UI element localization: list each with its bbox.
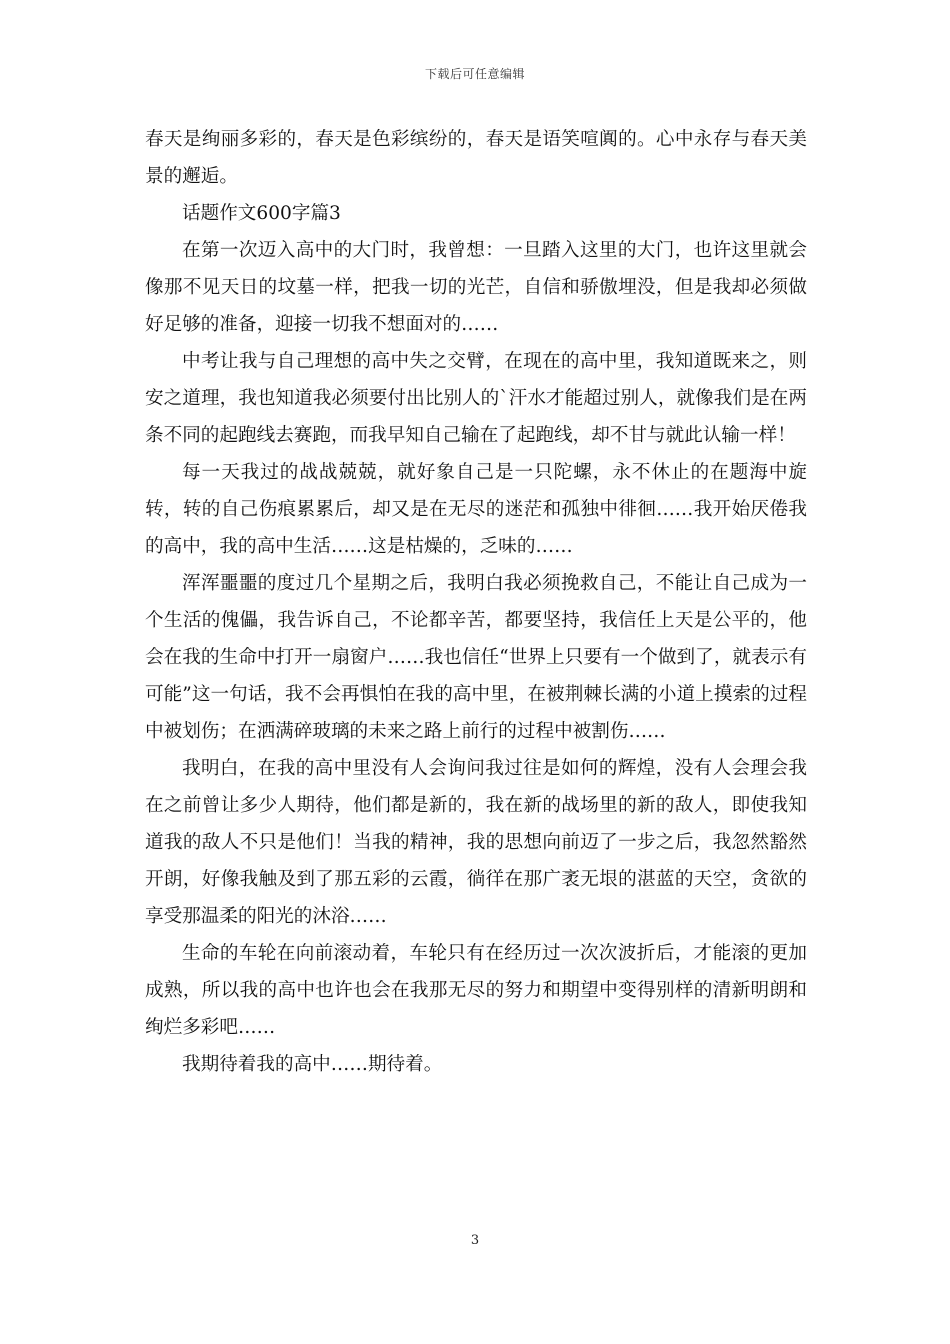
- paragraph-every-day: 每一天我过的战战兢兢，就好象自己是一只陀螺，永不休止的在题海中旋转，转的自己伤痕累累后，却又是在无尽的迷茫和孤独中徘徊……我开始厌倦我的高中，我的高中生活……这是枯燥的，乏味的……: [145, 462, 807, 557]
- paragraph-weeks-later: 浑浑噩噩的度过几个星期之后，我明白我必须挽救自己，不能让自己成为一个生活的傀儡，我告诉自己，不论都辛苦，都要坚持，我信任上天是公平的，他会在我的生命中打开一扇窗户……我也信任“世界上只要有一个做到了，就表示有可能”这一句话，我不会再惧怕在我的高中里，在被荆棘长满的小道上摸索的过程中被划伤；在洒满碎玻璃的未来之路上前行的过程中被割伤……: [145, 573, 807, 742]
- essay-title: 话题作文600字篇3: [182, 203, 341, 224]
- paragraph-first-day: 在第一次迈入高中的大门时，我曾想：一旦踏入这里的大门，也许这里就会像那不见天日的坟墓一样，把我一切的光芒，自信和骄傲埋没，但是我却必须做好足够的准备，迎接一切我不想面对的……: [145, 240, 807, 335]
- document-body: [145, 121, 807, 1083]
- paragraph-spring: 春天是绚丽多彩的，春天是色彩缤纷的，春天是语笑喧阗的。心中永存与春天美景的邂逅。: [145, 129, 807, 187]
- paragraph-understand: 我明白，在我的高中里没有人会询问我过往是如何的辉煌，没有人会理会我在之前曾让多少人期待，他们都是新的，我在新的战场里的新的敌人，即使我知道我的敌人不只是他们！当我的精神，我的思想向前迈了一步之后，我忽然豁然开朗，好像我触及到了那五彩的云霞，徜徉在那广袤无垠的湛蓝的天空，贪欲的享受那温柔的阳光的沐浴……: [145, 758, 807, 927]
- paragraph-closing: 我期待着我的高中……期待着。: [182, 1054, 443, 1075]
- page-header: 下载后可任意编辑: [424, 67, 525, 81]
- page-number: 3: [470, 1233, 480, 1248]
- paragraph-wheel-of-life: 生命的车轮在向前滚动着，车轮只有在经历过一次次波折后，才能滚的更加成熟，所以我的高中也许也会在我那无尽的努力和期望中变得别样的清新明朗和绚烂多彩吧……: [145, 943, 807, 1038]
- paragraph-exam: 中考让我与自己理想的高中失之交臂，在现在的高中里，我知道既来之，则安之道理，我也知道我必须要付出比别人的`汗水才能超过别人，就像我们是在两条不同的起跑线去赛跑，而我早知自己输在了起跑线，却不甘与就此认输一样！: [145, 351, 807, 446]
